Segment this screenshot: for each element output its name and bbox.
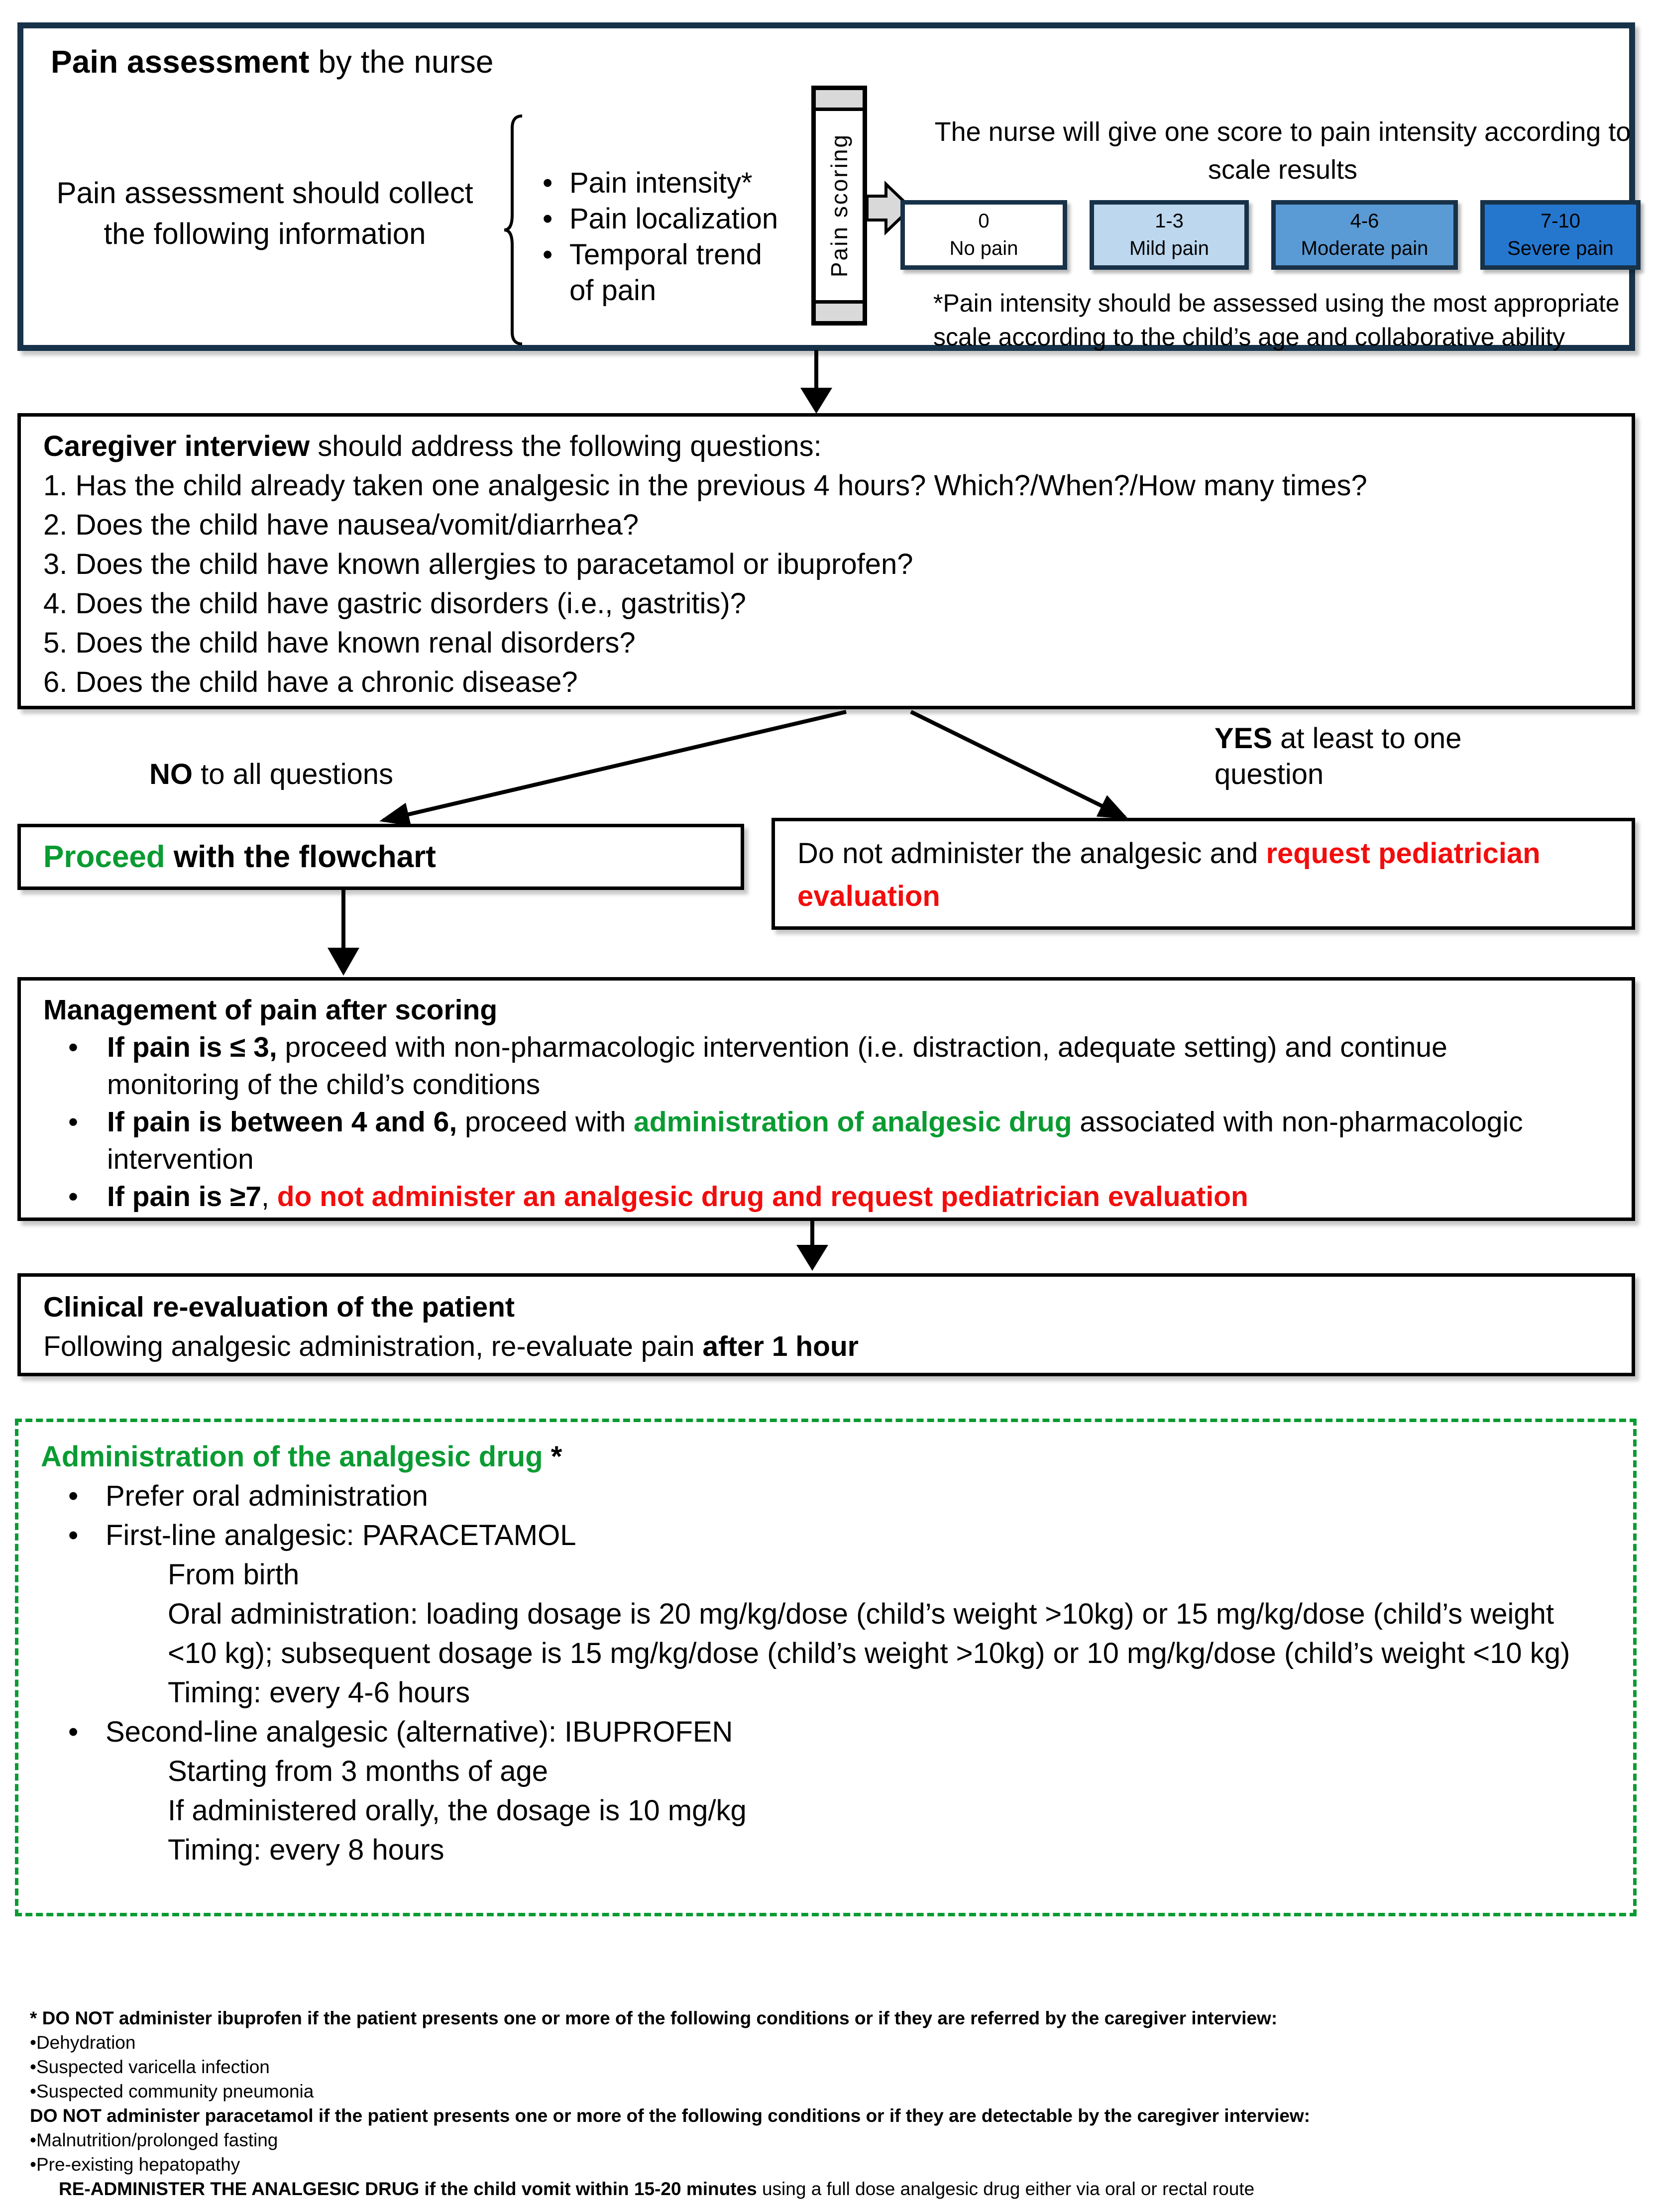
no-branch-label bbox=[149, 757, 393, 792]
yes-label-rest: at least to one question bbox=[1214, 722, 1462, 790]
assessment-bullets bbox=[539, 165, 782, 309]
question-2: 2. Does the child have nausea/vomit/diarrhea? bbox=[43, 509, 639, 541]
footnote-ibuprofen-warning: * DO NOT administer ibuprofen if the patient presents one or more of the following conditions or if they are referred by the caregiver interview: bbox=[30, 2008, 1278, 2028]
footnotes bbox=[30, 2006, 1638, 2201]
question-3: 3. Does the child have known allergies to paracetamol or ibuprofen? bbox=[43, 548, 913, 580]
admin-title bbox=[41, 1437, 1574, 1476]
b1-bold: If pain is ≤ 3, bbox=[107, 1031, 277, 1063]
scale-label: Severe pain bbox=[1507, 237, 1614, 259]
brace-shape bbox=[501, 113, 528, 347]
readminister-bold: RE-ADMINISTER THE ANALGESIC DRUG if the child vomit within 15-20 minutes bbox=[59, 2179, 757, 2199]
admin-bullet-ibuprofen: • Second-line analgesic (alternative): IBUPROFEN bbox=[41, 1712, 1574, 1752]
proceed-box bbox=[17, 824, 744, 890]
heading-rest: by the nurse bbox=[309, 44, 494, 80]
ibuprofen-timing: Timing: every 8 hours bbox=[168, 1834, 444, 1866]
footnote-hepatopathy: •Pre-existing hepatopathy bbox=[30, 2154, 240, 2175]
scale-range: 7-10 bbox=[1540, 210, 1581, 232]
b2-bold: If pain is between 4 and 6, bbox=[107, 1106, 457, 1138]
administration-box bbox=[15, 1419, 1637, 1916]
bullet-pain-intensity: • Pain intensity* bbox=[539, 165, 782, 201]
management-bullet-1 bbox=[43, 1029, 1546, 1104]
arrow-top-to-caregiver bbox=[796, 350, 836, 415]
scale-box-moderate-pain bbox=[1271, 200, 1458, 270]
scale-footnote: *Pain intensity should be assessed using the most appropriate scale according to the child’s age and collaborative ability bbox=[933, 289, 1620, 351]
scoring-shape-top-cap bbox=[816, 90, 863, 111]
scale-caption: The nurse will give one score to pain intensity according to scale results bbox=[934, 117, 1631, 185]
footnote-dehydration: •Dehydration bbox=[30, 2032, 136, 2053]
clinical-line-pre: Following analgesic administration, re-evaluate pain bbox=[43, 1330, 703, 1362]
no-branch-arrow bbox=[383, 712, 846, 820]
scale-label: Mild pain bbox=[1129, 237, 1210, 259]
refer-pediatrician-box bbox=[772, 818, 1635, 930]
pain-scoring-shape bbox=[811, 86, 867, 326]
question-6: 6. Does the child have a chronic disease? bbox=[43, 666, 578, 698]
footnote-varicella: •Suspected varicella infection bbox=[30, 2057, 270, 2077]
admin-title-star: * bbox=[543, 1440, 562, 1473]
footnote-paracetamol-warning: DO NOT administer paracetamol if the patient presents one or more of the following conditions or if they are detectable by the caregiver interview: bbox=[30, 2105, 1311, 2126]
yes-branch-arrow bbox=[911, 712, 1125, 817]
question-5: 5. Does the child have known renal disorders? bbox=[43, 627, 636, 659]
paracetamol-oral-dosage: Oral administration: loading dosage is 20 mg/kg/dose (child’s weight >10kg) or 15 mg/kg/dose (child’s weight <10 kg); subsequent dosage is 15 mg/kg/dose (child’s weight >10kg) or 10 mg/kg/dose (child’s weight <10 kg) bbox=[168, 1598, 1570, 1669]
scale-label: Moderate pain bbox=[1301, 237, 1429, 259]
question-4: 4. Does the child have gastric disorders (i.e., gastritis)? bbox=[43, 587, 746, 620]
proceed-text bbox=[43, 839, 436, 875]
caregiver-title bbox=[43, 427, 1609, 466]
arrow-management-to-clinical bbox=[792, 1221, 832, 1273]
paracetamol-timing: Timing: every 4-6 hours bbox=[168, 1676, 470, 1709]
yes-branch-label bbox=[1214, 721, 1493, 792]
refer-red: request pediatrician evaluation bbox=[797, 837, 1541, 912]
bullet-pain-localization: • Pain localization bbox=[539, 201, 782, 237]
paracetamol-from-birth: From birth bbox=[168, 1558, 300, 1591]
bullet-temporal-trend: • Temporal trend of pain bbox=[539, 237, 782, 309]
scoring-shape-bottom-cap bbox=[816, 300, 863, 321]
pain-assessment-box bbox=[17, 22, 1635, 351]
footnote-malnutrition: •Malnutrition/prolonged fasting bbox=[30, 2130, 278, 2150]
management-title: Management of pain after scoring bbox=[43, 994, 498, 1026]
ibuprofen-dosage: If administered orally, the dosage is 10 mg/kg bbox=[168, 1794, 747, 1827]
caregiver-title-bold: Caregiver interview bbox=[43, 430, 310, 462]
question-1: 1. Has the child already taken one analgesic in the previous 4 hours? Which?/When?/How many times? bbox=[43, 469, 1367, 502]
heading-bold: Pain assessment bbox=[51, 44, 310, 80]
admin-bullet-paracetamol: • First-line analgesic: PARACETAMOL bbox=[41, 1516, 1574, 1555]
scale-label: No pain bbox=[949, 237, 1018, 259]
clinical-line-bold: after 1 hour bbox=[702, 1330, 859, 1362]
footnote-pneumonia: •Suspected community pneumonia bbox=[30, 2081, 314, 2101]
management-box bbox=[17, 977, 1635, 1221]
scale-box-mild-pain bbox=[1090, 200, 1249, 270]
scale-range: 0 bbox=[978, 210, 990, 232]
b1-rest: proceed with non-pharmacologic intervention (i.e. distraction, adequate setting) and continue monitoring of the child’s conditions bbox=[107, 1031, 1447, 1101]
proceed-rest: with the flowchart bbox=[165, 840, 436, 874]
no-label-bold: NO bbox=[149, 758, 193, 790]
ibuprofen-start-age: Starting from 3 months of age bbox=[168, 1755, 549, 1787]
b3-bold: If pain is ≥7 bbox=[107, 1181, 262, 1213]
refer-black: Do not administer the analgesic and bbox=[797, 837, 1266, 870]
yes-label-bold: YES bbox=[1214, 722, 1273, 755]
no-label-rest: to all questions bbox=[193, 758, 394, 790]
scale-box-no-pain bbox=[900, 200, 1067, 270]
pain-assessment-heading bbox=[51, 43, 493, 80]
readminister-rest: using a full dose analgesic drug either via oral or rectal route bbox=[757, 2179, 1255, 2199]
footnote-readminister bbox=[30, 2177, 1638, 2201]
collect-info-text: Pain assessment should collect the following information bbox=[56, 176, 473, 250]
scale-range: 1-3 bbox=[1155, 210, 1184, 232]
branch-arrows bbox=[348, 707, 1160, 831]
b2-mid: proceed with bbox=[457, 1106, 634, 1138]
scoring-shape-body bbox=[816, 111, 863, 300]
admin-bullet-oral: • Prefer oral administration bbox=[41, 1476, 1574, 1516]
caregiver-interview-box bbox=[17, 413, 1635, 709]
refer-text bbox=[797, 832, 1609, 918]
management-bullet-2 bbox=[43, 1104, 1546, 1178]
proceed-green: Proceed bbox=[43, 840, 165, 874]
scale-range: 4-6 bbox=[1350, 210, 1379, 232]
caregiver-title-rest: should address the following questions: bbox=[310, 430, 822, 462]
scale-box-severe-pain bbox=[1480, 200, 1641, 270]
pain-scoring-label: Pain scoring bbox=[826, 133, 852, 278]
clinical-reevaluation-box bbox=[17, 1273, 1635, 1376]
b2-green: administration of analgesic drug bbox=[634, 1106, 1072, 1138]
admin-title-green: Administration of the analgesic drug bbox=[41, 1440, 543, 1473]
arrow-proceed-to-management bbox=[324, 890, 363, 977]
clinical-line bbox=[43, 1327, 1609, 1366]
b3-sep: , bbox=[261, 1181, 277, 1213]
b3-red: do not administer an analgesic drug and request pediatrician evaluation bbox=[277, 1181, 1248, 1213]
b2-rest: associated with non-pharmacologic intervention bbox=[107, 1106, 1523, 1175]
management-bullet-3 bbox=[43, 1178, 1546, 1216]
clinical-title: Clinical re-evaluation of the patient bbox=[43, 1291, 515, 1323]
